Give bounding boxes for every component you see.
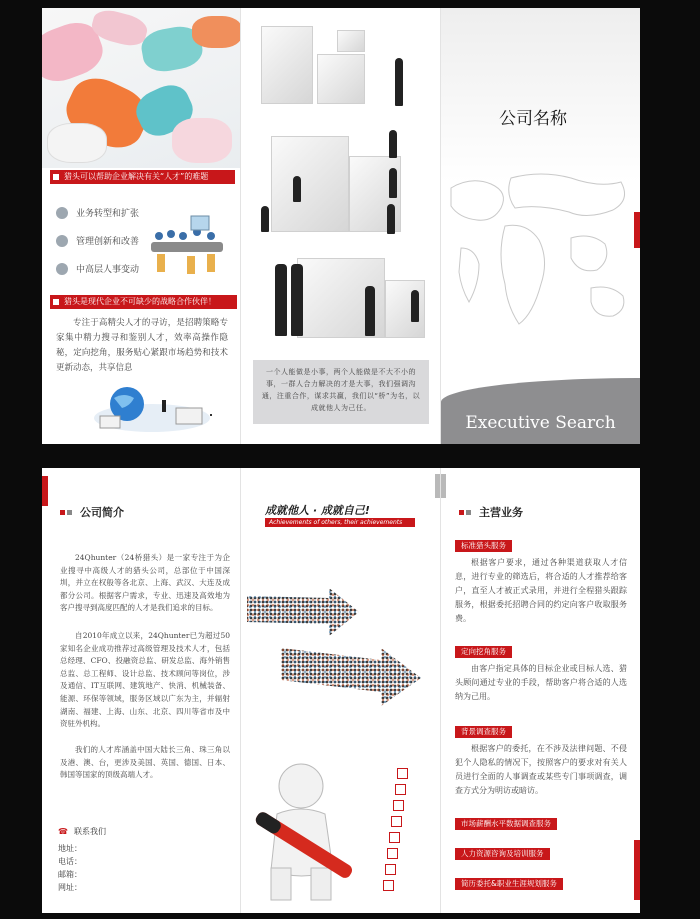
world-map-graphic bbox=[441, 168, 640, 368]
contact-website: 网址： bbox=[58, 883, 82, 892]
about-heading bbox=[60, 504, 124, 520]
bullet-item bbox=[56, 234, 139, 247]
service-tag: 定向挖角服务 bbox=[455, 646, 512, 658]
bullet-dot-icon bbox=[56, 235, 68, 247]
businessman-figure bbox=[395, 58, 403, 106]
businessman-figure bbox=[275, 264, 287, 336]
heading-text: 公司简介 bbox=[80, 506, 124, 519]
tag-text: 猎头可以帮助企业解决有关“人才”的难题 bbox=[64, 172, 209, 181]
brochure-back-sheet bbox=[42, 468, 640, 913]
puzzle-wall bbox=[385, 280, 425, 338]
service-description: 由客户指定具体的目标企业或目标人选、猎头顾问通过专业的手段，帮助客户将合适的人选纳为己用。 bbox=[455, 664, 627, 701]
checkbox-icon bbox=[391, 816, 402, 827]
puzzle-stack bbox=[271, 136, 349, 232]
slogan-panel bbox=[241, 468, 441, 913]
businessman-figure bbox=[389, 168, 397, 198]
businessman-figure bbox=[389, 130, 397, 158]
slogan-title: 成就他人 · 成就自己! bbox=[265, 504, 370, 517]
meeting-people-illustration bbox=[147, 214, 227, 276]
puzzle-piece bbox=[317, 54, 365, 104]
front-panel-middle bbox=[241, 8, 441, 444]
checkbox-icon bbox=[393, 800, 404, 811]
businessman-figure bbox=[261, 206, 269, 232]
service-tag: 人力资源咨询及培训服务 bbox=[455, 848, 550, 860]
service-description: 根据客户要求，通过各种渠道获取人才信息，进行专业的筛选后，将合适的人才推荐给客户，直至人才被正式录用，并进行全程猎头跟踪服务，根据委托招聘合同的约定向客户收取服务费。 bbox=[455, 558, 627, 623]
businessman-figure bbox=[411, 290, 419, 322]
businessman-figure bbox=[387, 204, 395, 234]
teamwork-quote: 一个人能做是小事，两个人能做是不大不小的事，一群人合力解决的才是大事，我们强调沟通，注重合作，谋求共赢，我们以“桥”为名，以成就他人为己任。 bbox=[253, 360, 429, 424]
intro-paragraph: 专注于高精尖人才的寻访，是招聘策略专家集中精力搜寻和鉴别人才，效率高操作隐秘，定向挖角，服务贴心紧跟市场趋势和技术更新动态，共享信息 bbox=[56, 318, 228, 373]
about-paragraph: 自2010年成立以来，24Qhunter已为超过50家知名企业成功推荐过高级管理及技术人才，包括总经理、CFO、投融资总监、研发总监、海外销售总监、总工程师、设计总监、技术顾问等岗位，涉及通信、IT互联网、建筑地产、快消、机械装备、能源、环保等领域，服务区域以广东为主，并辐射湖南、福建、上海、山东、北京、四川等省市及中资驻外机构。 bbox=[60, 631, 230, 729]
service-description: 根据客户的委托，在不涉及法律问题、不侵犯个人隐私的情况下，按照客户的要求对有关人员进行全面的人事调查或某些专门事项调查，调查方式分为明访或暗访。 bbox=[455, 744, 627, 795]
services-heading bbox=[459, 504, 523, 520]
bullet-dot-icon bbox=[56, 207, 68, 219]
headhunter-problem-tag bbox=[50, 170, 235, 184]
heading-text: 主营业务 bbox=[479, 506, 523, 519]
checkbox-icon bbox=[395, 784, 406, 795]
slogan-subtitle: Achievements of others, their achievements bbox=[265, 518, 415, 527]
service-tag: 市场薪酬水平数据调查服务 bbox=[455, 818, 557, 830]
edge-accent bbox=[634, 212, 640, 248]
candy-photo bbox=[42, 8, 241, 168]
puzzle-piece bbox=[337, 30, 365, 52]
puzzle-piece bbox=[261, 26, 313, 104]
businessman-figure bbox=[365, 286, 375, 336]
checkbox-icon bbox=[383, 880, 394, 891]
phone-icon: ☎ bbox=[58, 827, 68, 836]
executive-search-banner: Executive Search bbox=[441, 402, 640, 444]
crowd-arrows-illustration bbox=[241, 588, 441, 718]
footer-arc bbox=[441, 378, 640, 402]
edge-accent bbox=[634, 840, 640, 900]
contact-email: 邮箱： bbox=[58, 870, 82, 879]
edge-accent bbox=[441, 474, 446, 498]
tag-text: 猎头是现代企业不可缺少的战略合作伙伴！ bbox=[64, 297, 216, 306]
bullet-label: 管理创新和改善 bbox=[76, 237, 140, 247]
about-paragraph: 24Qhunter（24桥猎头）是一家专注于为企业搜寻中高级人才的猎头公司，总部位于中国深圳，并立在权般等各北京、上海、武汉、大连及成都分公司。根据客户需求，专业、迅速及高效地为客户搜寻到高度匹配的人才是我们追求的目标。 bbox=[60, 553, 230, 613]
checkbox-icon bbox=[389, 832, 400, 843]
globe-network-illustration bbox=[92, 378, 212, 436]
brochure-front-sheet bbox=[42, 8, 640, 444]
about-paragraph: 我们的人才库涵盖中国大陆长三角、珠三角以及港、澳、台，更涉及美国、英国、德国、日本、韩国等国家的顶级高端人才。 bbox=[60, 745, 230, 780]
bullet-dot-icon bbox=[56, 263, 68, 275]
checkbox-icon bbox=[387, 848, 398, 859]
about-panel bbox=[42, 468, 241, 913]
front-cover-panel bbox=[441, 8, 640, 444]
edge-accent bbox=[42, 476, 48, 506]
businessman-figure bbox=[293, 176, 301, 202]
checkbox-icon bbox=[397, 768, 408, 779]
strategic-partner-tag bbox=[50, 295, 237, 309]
service-tag: 标准猎头服务 bbox=[455, 540, 512, 552]
front-panel-left bbox=[42, 8, 241, 444]
checkbox-icon bbox=[385, 864, 396, 875]
bullet-item bbox=[56, 262, 139, 275]
services-panel bbox=[441, 468, 640, 913]
bullet-label: 业务转型和扩张 bbox=[76, 209, 140, 219]
company-name: 公司名称 bbox=[499, 109, 567, 129]
service-tag: 简历委托&职业生涯规划服务 bbox=[455, 878, 563, 890]
contact-title bbox=[58, 826, 106, 837]
figure-with-pen-illustration bbox=[251, 758, 363, 908]
businessman-figure bbox=[291, 264, 303, 336]
contact-phone: 电话： bbox=[58, 857, 82, 866]
service-tag: 背景调查服务 bbox=[455, 726, 512, 738]
edge-accent bbox=[435, 474, 440, 498]
bullet-item bbox=[56, 206, 139, 219]
contact-title-text: 联系我们 bbox=[73, 827, 106, 836]
bullet-label: 中高层人事变动 bbox=[76, 265, 140, 275]
contact-address: 地址： bbox=[58, 844, 82, 853]
